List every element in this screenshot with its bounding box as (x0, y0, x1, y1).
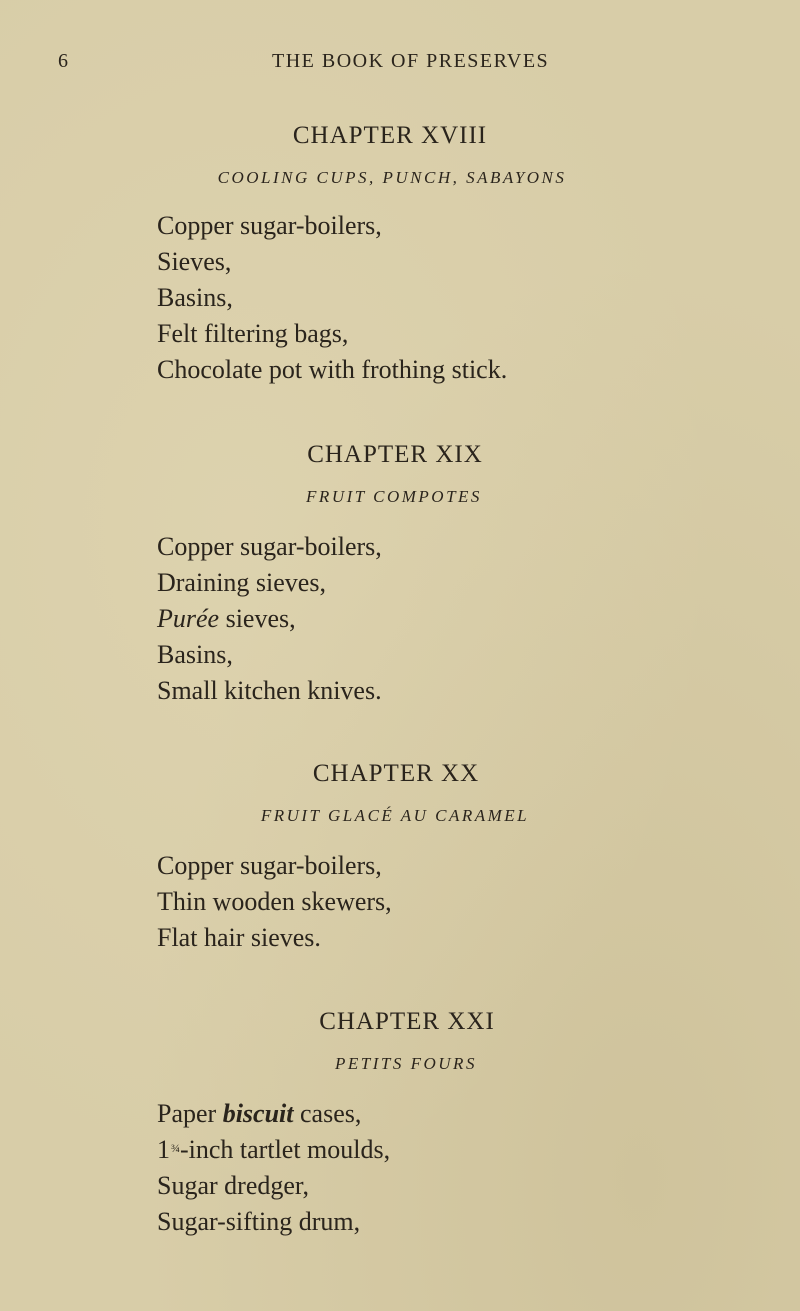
chapter-subtitle: FRUIT COMPOTES (306, 487, 482, 506)
list-item: Sugar-sifting drum, (157, 1207, 361, 1236)
page-header (0, 50, 800, 80)
list-item: Sugar dredger, (157, 1171, 310, 1200)
chapter-subtitle: COOLING CUPS, PUNCH, SABAYONS (217, 168, 567, 187)
chapter-section (0, 122, 800, 388)
chapter-title: CHAPTER XX (312, 760, 480, 787)
chapter-section (0, 760, 800, 956)
chapter-title: CHAPTER XXI (319, 1008, 495, 1035)
chapter-title: CHAPTER XIX (307, 441, 483, 468)
list-item: Basins, (157, 640, 233, 669)
list-item-text: Paper (157, 1099, 223, 1128)
list-item: Copper sugar-boilers, (157, 851, 382, 880)
measure-fraction: ¾ (171, 1141, 180, 1155)
list-item (157, 601, 800, 637)
list-item: Small kitchen knives. (157, 676, 382, 705)
list-item-text: sieves, (219, 604, 296, 633)
running-title: THE BOOK OF PRESERVES (272, 50, 550, 72)
equipment-list (0, 529, 800, 709)
list-item: Draining sieves, (157, 568, 326, 597)
chapter-section (0, 441, 800, 709)
list-item: Felt filtering bags, (157, 319, 349, 348)
page-number: 6 (58, 50, 69, 72)
italic-term: Purée (157, 604, 220, 633)
list-item-text: -inch tartlet moulds, (180, 1135, 391, 1164)
list-item (157, 1132, 800, 1168)
list-item: Flat hair sieves. (157, 923, 321, 952)
chapter-title: CHAPTER XVIII (292, 122, 488, 149)
equipment-list (0, 848, 800, 956)
list-item-text: cases, (293, 1099, 362, 1128)
list-item: Basins, (157, 283, 233, 312)
list-item: Chocolate pot with frothing stick. (157, 355, 508, 384)
equipment-list (0, 1096, 800, 1240)
measure-whole: 1 (157, 1135, 170, 1164)
list-item: Copper sugar-boilers, (157, 532, 382, 561)
chapter-subtitle: PETITS FOURS (335, 1054, 477, 1073)
list-item (157, 1096, 800, 1132)
equipment-list (0, 208, 800, 388)
chapter-subtitle: FRUIT GLACÉ AU CARAMEL (260, 806, 530, 825)
list-item: Copper sugar-boilers, (157, 211, 382, 240)
list-item: Sieves, (157, 247, 232, 276)
chapter-section (0, 1008, 800, 1240)
list-item: Thin wooden skewers, (157, 887, 392, 916)
italic-term: biscuit (222, 1099, 294, 1128)
